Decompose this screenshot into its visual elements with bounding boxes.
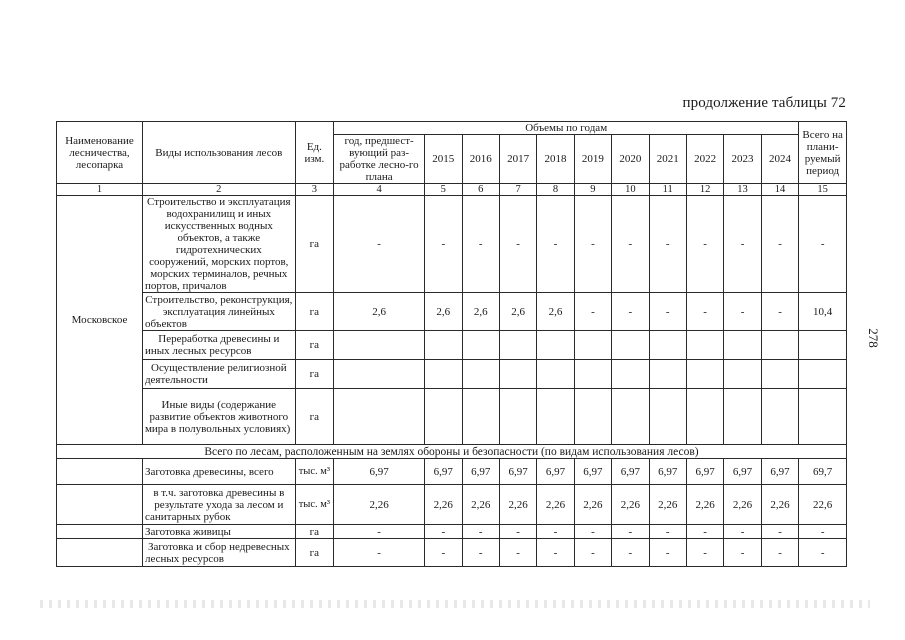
- year-value: 2,26: [612, 485, 649, 525]
- year-value: -: [686, 525, 723, 539]
- year-value: -: [724, 196, 761, 293]
- year-value: [649, 389, 686, 445]
- year-value: [761, 331, 799, 360]
- header-year: 2015: [425, 135, 462, 184]
- header-volumes: Объемы по годам: [334, 122, 799, 135]
- header-year: 2018: [537, 135, 574, 184]
- year-value: [612, 331, 649, 360]
- total-value: -: [799, 525, 847, 539]
- year-value: 2,6: [499, 293, 536, 331]
- use-kind: Заготовка древесины, всего: [142, 459, 295, 485]
- year-value: -: [612, 539, 649, 567]
- use-kind: Строительство и эксплуатация водохранилищ и иных искусственных водных объектов, а также гидротехнических сооружений, морских портов, морских терминалов, речных портов, причалов: [142, 196, 295, 293]
- year-value: -: [612, 293, 649, 331]
- year-value: -: [686, 539, 723, 567]
- year-value: 2,26: [574, 485, 611, 525]
- unit: га: [295, 331, 333, 360]
- prev-year-value: -: [334, 525, 425, 539]
- year-value: -: [761, 525, 799, 539]
- year-value: -: [686, 196, 723, 293]
- unit: тыс. м³: [295, 459, 333, 485]
- total-value: -: [799, 539, 847, 567]
- column-number: 2: [142, 184, 295, 196]
- year-value: -: [574, 196, 611, 293]
- year-value: 6,97: [462, 459, 499, 485]
- table-row: [57, 360, 847, 389]
- table-continuation-caption: продолжение таблицы 72: [682, 95, 846, 111]
- year-value: 6,97: [425, 459, 462, 485]
- year-value: [537, 331, 574, 360]
- header-kind: Виды использования лесов: [142, 122, 295, 184]
- year-value: [425, 331, 462, 360]
- year-value: 6,97: [686, 459, 723, 485]
- year-value: [574, 389, 611, 445]
- empty-forestry-cell: [57, 525, 143, 539]
- year-value: [425, 360, 462, 389]
- column-number: 6: [462, 184, 499, 196]
- table-row: [57, 389, 847, 445]
- year-value: [686, 389, 723, 445]
- empty-forestry-cell: [57, 459, 143, 485]
- year-value: -: [537, 525, 574, 539]
- prev-year-value: 2,6: [334, 293, 425, 331]
- column-number: 1: [57, 184, 143, 196]
- column-number: 11: [649, 184, 686, 196]
- scan-noise-strip: [40, 600, 870, 608]
- year-value: 6,97: [574, 459, 611, 485]
- header-row: [57, 122, 847, 135]
- year-value: -: [724, 525, 761, 539]
- column-number: 3: [295, 184, 333, 196]
- column-number: 15: [799, 184, 847, 196]
- year-value: [499, 360, 536, 389]
- total-value: 10,4: [799, 293, 847, 331]
- year-value: 6,97: [612, 459, 649, 485]
- header-total: Всего на плани-руемый период: [799, 122, 847, 184]
- year-value: -: [686, 293, 723, 331]
- year-value: -: [761, 293, 799, 331]
- year-value: [574, 331, 611, 360]
- year-value: -: [761, 539, 799, 567]
- prev-year-value: [334, 331, 425, 360]
- year-value: -: [537, 196, 574, 293]
- table-row: [57, 485, 847, 525]
- prev-year-value: 6,97: [334, 459, 425, 485]
- table-row: [57, 196, 847, 293]
- year-value: 6,97: [761, 459, 799, 485]
- use-kind: в т.ч. заготовка древесины в результате ухода за лесом и санитарных рубок: [142, 485, 295, 525]
- year-value: -: [425, 539, 462, 567]
- use-kind: Строительство, реконструкция, эксплуатация линейных объектов: [142, 293, 295, 331]
- prev-year-value: [334, 389, 425, 445]
- year-value: [724, 360, 761, 389]
- header-forestry: Наименование лесничества, лесопарка: [57, 122, 143, 184]
- column-number-row: [57, 184, 847, 196]
- column-number: 7: [499, 184, 536, 196]
- year-value: [686, 331, 723, 360]
- header-year: 2023: [724, 135, 761, 184]
- year-value: [499, 389, 536, 445]
- year-value: 2,26: [686, 485, 723, 525]
- year-value: 2,6: [462, 293, 499, 331]
- year-value: 2,6: [425, 293, 462, 331]
- table-row: [57, 331, 847, 360]
- year-value: [462, 331, 499, 360]
- year-value: [612, 360, 649, 389]
- year-value: 2,26: [499, 485, 536, 525]
- year-value: 6,97: [537, 459, 574, 485]
- year-value: -: [425, 525, 462, 539]
- section-title: Всего по лесам, расположенным на землях обороны и безопасности (по видам использования лесов): [57, 445, 847, 459]
- year-value: [425, 389, 462, 445]
- header-unit: Ед. изм.: [295, 122, 333, 184]
- section-header-row: [57, 445, 847, 459]
- year-value: -: [499, 196, 536, 293]
- year-value: -: [462, 525, 499, 539]
- column-number: 12: [686, 184, 723, 196]
- year-value: -: [425, 196, 462, 293]
- empty-forestry-cell: [57, 485, 143, 525]
- header-year: 2017: [499, 135, 536, 184]
- year-value: [761, 360, 799, 389]
- prev-year-value: -: [334, 539, 425, 567]
- year-value: -: [574, 539, 611, 567]
- table-row: [57, 539, 847, 567]
- header-year: 2022: [686, 135, 723, 184]
- year-value: [537, 360, 574, 389]
- header-year: 2019: [574, 135, 611, 184]
- header-prev-year: год, предшест-вующий раз-работке лесно-го плана: [334, 135, 425, 184]
- total-value: [799, 360, 847, 389]
- column-number: 10: [612, 184, 649, 196]
- prev-year-value: [334, 360, 425, 389]
- unit: га: [295, 525, 333, 539]
- year-value: [761, 389, 799, 445]
- year-value: -: [499, 525, 536, 539]
- total-value: [799, 389, 847, 445]
- year-value: 6,97: [499, 459, 536, 485]
- table-row: [57, 525, 847, 539]
- total-value: -: [799, 196, 847, 293]
- year-value: [499, 331, 536, 360]
- use-kind: Иные виды (содержание развитие объектов животного мира в полувольных условиях): [142, 389, 295, 445]
- year-value: -: [612, 525, 649, 539]
- column-number: 13: [724, 184, 761, 196]
- year-value: -: [462, 539, 499, 567]
- unit: тыс. м³: [295, 485, 333, 525]
- year-value: [462, 389, 499, 445]
- header-year: 2016: [462, 135, 499, 184]
- page-number: 278: [866, 328, 881, 348]
- empty-forestry-cell: [57, 539, 143, 567]
- year-value: [574, 360, 611, 389]
- use-kind: Заготовка и сбор недревесных лесных ресурсов: [142, 539, 295, 567]
- year-value: 2,26: [537, 485, 574, 525]
- year-value: [649, 331, 686, 360]
- use-kind: Заготовка живицы: [142, 525, 295, 539]
- forestry-name: Московское: [57, 196, 143, 445]
- column-number: 8: [537, 184, 574, 196]
- year-value: -: [574, 293, 611, 331]
- year-value: 6,97: [649, 459, 686, 485]
- header-year: 2021: [649, 135, 686, 184]
- unit: га: [295, 360, 333, 389]
- year-value: 6,97: [724, 459, 761, 485]
- year-value: 2,26: [761, 485, 799, 525]
- year-value: -: [499, 539, 536, 567]
- use-kind: Переработка древесины и иных лесных ресурсов: [142, 331, 295, 360]
- unit: га: [295, 389, 333, 445]
- unit: га: [295, 293, 333, 331]
- year-value: 2,26: [462, 485, 499, 525]
- year-value: -: [462, 196, 499, 293]
- year-value: -: [649, 293, 686, 331]
- column-number: 9: [574, 184, 611, 196]
- year-value: 2,26: [724, 485, 761, 525]
- use-kind: Осуществление религиозной деятельности: [142, 360, 295, 389]
- year-value: [724, 389, 761, 445]
- year-value: [462, 360, 499, 389]
- year-value: -: [724, 293, 761, 331]
- header-year: 2024: [761, 135, 799, 184]
- year-value: [724, 331, 761, 360]
- column-number: 4: [334, 184, 425, 196]
- year-value: -: [761, 196, 799, 293]
- table-row: [57, 293, 847, 331]
- forest-use-volumes-table: [56, 121, 847, 567]
- unit: га: [295, 539, 333, 567]
- year-value: -: [612, 196, 649, 293]
- year-value: -: [574, 525, 611, 539]
- year-value: -: [537, 539, 574, 567]
- year-value: -: [649, 525, 686, 539]
- year-value: 2,26: [425, 485, 462, 525]
- year-value: [649, 360, 686, 389]
- year-value: -: [724, 539, 761, 567]
- year-value: [686, 360, 723, 389]
- prev-year-value: 2,26: [334, 485, 425, 525]
- year-value: -: [649, 196, 686, 293]
- year-value: [537, 389, 574, 445]
- year-value: [612, 389, 649, 445]
- column-number: 5: [425, 184, 462, 196]
- header-year: 2020: [612, 135, 649, 184]
- year-value: 2,26: [649, 485, 686, 525]
- unit: га: [295, 196, 333, 293]
- column-number: 14: [761, 184, 799, 196]
- year-value: -: [649, 539, 686, 567]
- total-value: 69,7: [799, 459, 847, 485]
- year-value: 2,6: [537, 293, 574, 331]
- prev-year-value: -: [334, 196, 425, 293]
- table-row: [57, 459, 847, 485]
- total-value: [799, 331, 847, 360]
- total-value: 22,6: [799, 485, 847, 525]
